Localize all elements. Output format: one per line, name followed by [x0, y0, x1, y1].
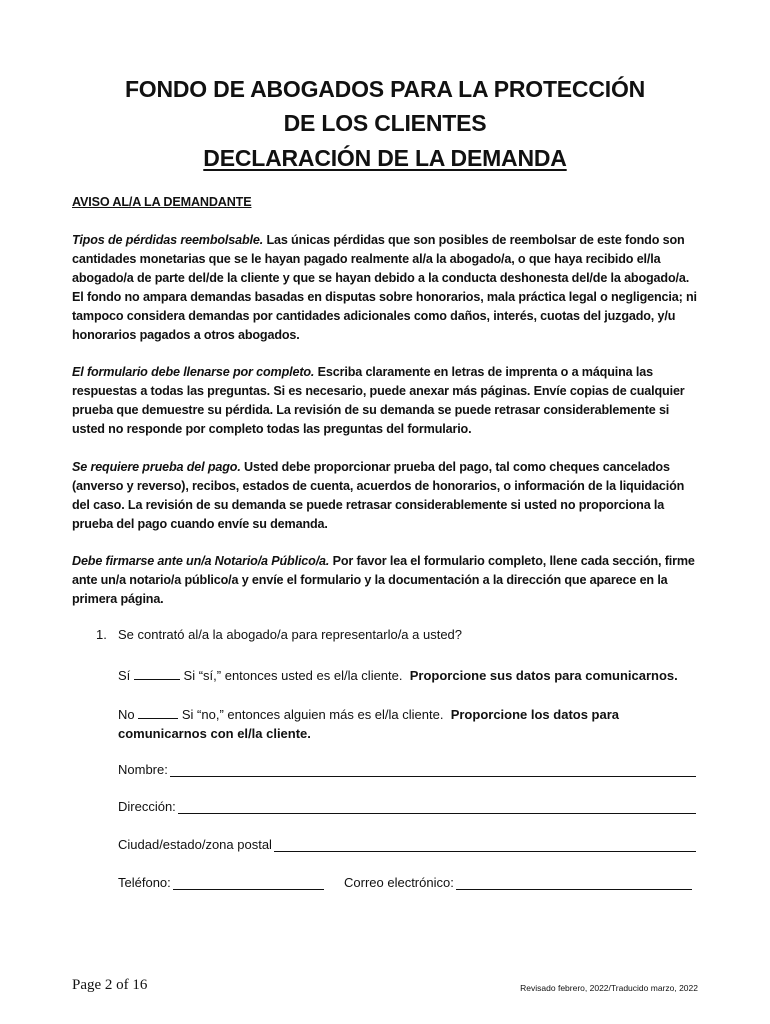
- paragraph-complete-form: [72, 363, 700, 439]
- email-input-line[interactable]: [456, 875, 692, 890]
- question-number: 1.: [96, 627, 107, 642]
- yes-blank[interactable]: [134, 667, 180, 680]
- city-state-zip-input-line[interactable]: [274, 837, 696, 852]
- name-label: Nombre:: [118, 762, 168, 777]
- no-option: [118, 705, 698, 743]
- email-label: Correo electrónico:: [344, 875, 454, 890]
- paragraph-proof-of-payment: [72, 458, 700, 534]
- yes-label: Sí: [118, 668, 131, 683]
- yes-text: Si “sí,” entonces usted es el/la cliente.: [183, 668, 403, 683]
- no-blank[interactable]: [138, 706, 178, 719]
- question-1: [96, 627, 462, 642]
- paragraph-text: Usted debe proporcionar prueba del pago, tal como cheques cancelados (anverso y reverso), recibos, estados de cuenta, acuerdos de honorarios, o información de la liquidación del caso. La revisión de su demanda se puede retrasar considerablemente si usted no proporciona la prueba del pago cuando envíe su demanda.: [72, 460, 685, 531]
- no-text: Si “no,” entonces alguien más es el/la cliente.: [181, 707, 444, 722]
- yes-instruction: Proporcione sus datos para comunicarnos.: [409, 668, 678, 683]
- phone-field: [118, 875, 324, 890]
- paragraph-notary: [72, 552, 700, 609]
- paragraph-lead: Se requiere prueba del pago.: [72, 460, 241, 474]
- paragraph-text: Por favor lea el formulario completo, llene cada sección, firme ante un/a notario/a público/a y envíe el formulario y la documentación a la dirección que aparece en la primera página.: [72, 554, 695, 606]
- paragraph-reimbursable-losses: [72, 231, 700, 345]
- question-text: Se contrató al/a la abogado/a para representarlo/a a usted?: [118, 627, 463, 642]
- name-input-line[interactable]: [170, 762, 696, 777]
- paragraph-lead: El formulario debe llenarse por completo.: [72, 365, 315, 379]
- document-title: DECLARACIÓN DE LA DEMANDA: [203, 145, 567, 171]
- city-state-zip-field: [118, 837, 696, 852]
- notice-heading: AVISO AL/A LA DEMANDANTE: [72, 195, 252, 209]
- city-state-zip-label: Ciudad/estado/zona postal: [118, 837, 272, 852]
- paragraph-lead: Debe firmarse ante un/a Notario/a Público/a.: [72, 554, 330, 568]
- phone-input-line[interactable]: [173, 875, 324, 890]
- address-input-line[interactable]: [178, 799, 696, 814]
- address-label: Dirección:: [118, 799, 176, 814]
- paragraph-text: Las únicas pérdidas que son posibles de reembolsar de este fondo son cantidades monetarias que se le hayan pagado realmente al/a la abogado/a, o que haya recibido el/la abogado/a de parte del/de la cliente y que se hayan debido a la conducta deshonesta del/de la abogado/a. El fondo no ampara demandas basadas en disputas sobre honorarios, mala práctica legal o negligencia; ni tampoco considera demandas por cantidades adicionales como daños, interés, cuotas del juzgado, y/u honorarios pagados a otros abogados.: [72, 233, 697, 342]
- title-line-1: FONDO DE ABOGADOS PARA LA PROTECCIÓN: [124, 76, 646, 102]
- phone-label: Teléfono:: [118, 875, 171, 890]
- name-field: [118, 762, 696, 777]
- address-field: [118, 799, 696, 814]
- no-label: No: [118, 707, 135, 722]
- paragraph-lead: Tipos de pérdidas reembolsable.: [72, 233, 264, 247]
- paragraph-text: Escriba claramente en letras de imprenta o a máquina las respuestas a todas las preguntas. Si es necesario, puede anexar más páginas. Envíe copias de cualquier prueba que demuestre su pérdida. La revisión de su demanda se puede retrasar considerablemente si usted no responde por completo todas las preguntas del formulario.: [72, 365, 685, 436]
- title-line-2: DE LOS CLIENTES: [283, 110, 487, 136]
- email-field: [344, 875, 692, 890]
- page-number: Page 2 of 16: [72, 977, 148, 993]
- revision-note: Revisado febrero, 2022/Traducido marzo, 2022: [520, 983, 698, 993]
- no-instruction: Proporcione los datos para comunicarnos con el/la cliente.: [118, 707, 620, 741]
- yes-option: [118, 666, 698, 685]
